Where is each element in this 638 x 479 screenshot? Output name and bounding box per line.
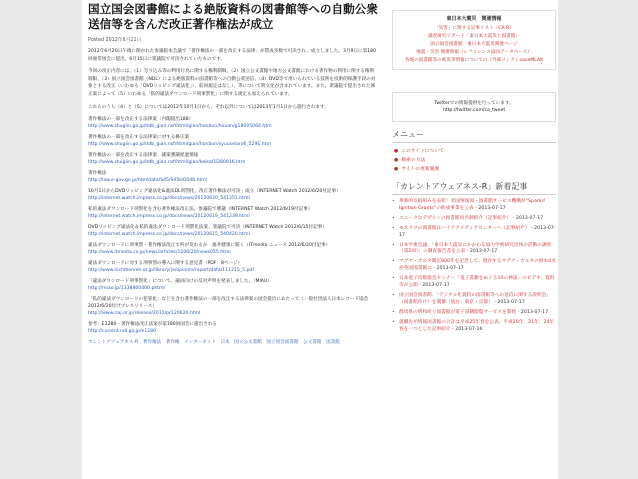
bullet-icon: •: [392, 292, 395, 298]
news-item: [392, 216, 556, 223]
posted-date: Posted 2012年6月21日: [88, 38, 142, 43]
reference-item: [88, 278, 378, 292]
menu-heading: メニュー: [392, 128, 556, 143]
news-link[interactable]: 群馬県の明和町立図書館が電子書籍閲覧サービスを開始: [399, 309, 517, 315]
sidebar: [392, 0, 556, 479]
quake-info-link[interactable]: 「災害」に関する記事リスト（CA-R）: [434, 26, 514, 31]
reference-title: 「違法ダウンロード刑事罰化」について、議員向けの反対声明を発表しました。（MIAU）: [88, 279, 272, 285]
arrow-icon: ●: [394, 158, 399, 163]
reference-link[interactable]: http://www.itmedia.co.jp/news/articles/1206/20/news055.html: [88, 250, 231, 256]
reference-item: [88, 242, 378, 256]
reference-item: [88, 260, 378, 274]
quake-info-link[interactable]: 調査研究リポート「東日本大震災と図書館」: [428, 34, 520, 39]
article-title[interactable]: 国立国会図書館による絶版資料の図書館等への自動公衆送信等を含んだ改正著作権法が成立: [88, 2, 378, 31]
news-date: - 2013-07-17: [516, 309, 549, 315]
news-item: [392, 243, 556, 257]
reference-link[interactable]: http://www.nichibenren.or.jp/library/ja/opinion/report/data/111215_5.pdf: [88, 268, 254, 274]
reference-title: 著作権法の一部を改正する法律案：議案審議経過情報: [88, 153, 199, 159]
reference-title: 「私的違法ダウンロードの犯罪化」などを含む著作権法の一部を改正する法律案の国会提出にあたって（一般社団法人日本レコード協会 2012/6/20付けプレスリリース）: [88, 297, 369, 310]
tag-links[interactable]: カレントアウェアネス-R 著作権法 著作権 インターネット 日本 国立公文書館 国立国会図書館 公文書館 図書館: [88, 340, 340, 346]
bullet-icon: •: [392, 242, 395, 248]
news-date: - 2013-07-17: [431, 266, 464, 272]
reference-item: [88, 296, 378, 317]
reference-item: [88, 188, 378, 202]
news-link[interactable]: 就職先が情報図書館の合計は平成25年春を公表。平成20年、21年、24年春を一つとした記事紹介: [399, 319, 555, 332]
news-link[interactable]: 国立国会図書館、「デジタル化資料の図書館等への送信に関する説明会」（図書館向け）を開催（仙台、東京・京都）: [399, 292, 552, 305]
news-date: - 2013-07-17: [492, 299, 525, 305]
reference-item: [88, 134, 378, 148]
news-link[interactable]: 日本学術会議、「東日本大震災にかかわる協力学術研究団体の活動の調査（第2回）」の調査報告書を公表: [399, 242, 552, 255]
bullet-icon: •: [392, 276, 395, 282]
reference-link[interactable]: http://www.shugiin.go.jp/itdb_gian.nsf/html/gian/honbun/houan/g18005064.htm: [88, 124, 272, 130]
news-link[interactable]: 革新的な取組みを表彰！米国情報図・図書館サービス機構が“Sparks! Ignition Grants”の助成事業を公表: [399, 199, 546, 211]
bullet-icon: •: [392, 259, 395, 265]
reference-item: [88, 224, 378, 238]
reference-title: DVDリッピング違法化＆私的違法ダウンロード刑罰化法案、衆議院で可決（INTERNET Watch 2012/6/15付記事）: [88, 225, 327, 231]
menu-item-search-help[interactable]: ● 検索の方法: [394, 158, 426, 163]
news-link[interactable]: モスクワの図書館はハイテクメディアセンターへ（記事紹介）: [399, 225, 530, 231]
reference-link[interactable]: http://internet.watch.impress.co.jp/docs/news/20120615_540420.html: [88, 232, 250, 238]
reference-item: [88, 152, 378, 166]
news-date: - 2013-07-17: [511, 215, 544, 221]
reference-link[interactable]: http://www.riaj.or.jp/release/2012/pr120620.html: [88, 311, 201, 317]
news-item: [392, 226, 556, 240]
reference-title: 10月1日からDVDリッピング違法化&違法DL刑罰化、改正著作権法が可決・成立（INTERNET Watch 2012/6/20付記事）: [88, 189, 341, 195]
bullet-icon: •: [392, 309, 395, 315]
arrow-icon: ●: [394, 167, 399, 172]
reference-item: [88, 321, 378, 335]
reference-link[interactable]: http://www.shugiin.go.jp/itdb_gian.nsf/html/gian/keika/1DB0916.htm: [88, 160, 246, 166]
menu-item-history[interactable]: ● サイトの更新履歴: [394, 167, 440, 172]
reference-link[interactable]: http://miau.jp/1338800400.phtml: [88, 286, 165, 292]
reference-item: [88, 116, 378, 130]
twitter-text: [398, 97, 550, 117]
bullet-icon: •: [392, 319, 395, 325]
article-paragraph: 今回の改正内容には、（1）写り込み等の利用行為に関する権利制限、（2）国立公文書館や地方公文書館における著作物の利用に関する権利制限、（3）国立国会図書館（NDL）による絶版資料の図書館等への自動公衆送信、（4）DVD等で用いられている技術を技術的保護手段の対象とする改正（いわゆる「DVDリッピング違法化」）、前回規定はなし）、等について明文化が含まれています。また、衆議院で提出された修正案によって（5）いわゆる「私的違法ダウンロード刑事罰化」に関する規定も加えられています。: [88, 69, 376, 97]
reference-title: 著作権法の一部を改正する法律案に対する修正案: [88, 135, 190, 141]
news-link[interactable]: マグナ・カルタ制定800年を記念して、現存するマグナ・カルタの原本4点が英国図書館に: [399, 259, 556, 272]
news-date: - 2013-07-17: [473, 205, 506, 211]
reference-title: 私的違法ダウンロード刑罰化を含む著作権法改正法、参議院で審議（INTERNET Watch 2012/6/19付記事）: [88, 207, 313, 213]
quake-info-link[interactable]: 各地の図書館等の被災等情報についての（外部リンク）saveMLAK: [404, 58, 544, 63]
news-item: [392, 199, 556, 213]
reference-link[interactable]: http://www.shugiin.go.jp/itdb_gian.nsf/html/gian/honbun/syuuseian/6_529E.htm: [88, 142, 271, 148]
twitter-box: [392, 92, 556, 122]
news-item: [392, 293, 556, 307]
reference-link[interactable]: http://internet.watch.impress.co.jp/docs/news/20120620_541251.html: [88, 196, 250, 202]
article-paragraph: 2012年6月20日午後に開かれた参議院本会議で「著作権法の一部を改正する法律」が賛成多数で可決され、成立しました。3月9日に第180回通常国会に提出、6月15日に衆議院で可決されていたものです。: [88, 49, 377, 62]
article: [88, 0, 378, 479]
quake-info-link[interactable]: 国立国会図書館 東日本大震災関連ページ: [430, 42, 518, 47]
menu-item-about[interactable]: ● このサイトについて: [394, 149, 444, 154]
news-date: - 2013-07-17: [399, 225, 556, 238]
reference-title: 著作権法: [88, 171, 107, 177]
reference-link[interactable]: http://law.e-gov.go.jp/htmldata/S45/S45HO048.html: [88, 178, 208, 184]
page: [82, 0, 558, 479]
news-heading: 「カレントアウェアネス-R」新着記事: [392, 180, 556, 195]
news-link[interactable]: 日本電子出版協会セミナー「電子書籍をめぐる10の神話」のビデオ、資料等が公開: [399, 276, 555, 289]
news-date: - 2013-07-16: [450, 326, 483, 332]
reference-item: [88, 206, 378, 220]
news-date: - 2013-07-17: [465, 249, 498, 255]
reference-title: 違法ダウンロードに対する刑事罰の導入に関する意見書（PDF：8ページ）: [88, 261, 243, 267]
news-item: [392, 259, 556, 273]
reference-link[interactable]: http://current.ndl.go.jp/e1280: [88, 329, 157, 335]
news-link[interactable]: ユニークなデザインの図書館員名刺紹介（記事紹介）: [399, 215, 512, 221]
news-item: [392, 310, 556, 317]
news-item: [392, 320, 556, 334]
bullet-icon: •: [392, 225, 395, 231]
bullet-icon: •: [392, 199, 395, 204]
quake-info-heading: 東日本大震災 関連情報: [446, 16, 502, 22]
quake-info-link[interactable]: 地震・災害 関連情報（レファレンス協同データベース）: [416, 50, 532, 55]
news-date: - 2013-07-17: [417, 283, 450, 289]
twitter-link[interactable]: http://twitter.com/ca_tweet: [442, 108, 506, 113]
news-item: [392, 276, 556, 290]
reference-link[interactable]: http://internet.watch.impress.co.jp/docs/news/20120619_541239.html: [88, 214, 250, 220]
reference-title: 参考：E1280 - 著作権法改正法案が第180回国会に提出される: [88, 322, 218, 328]
arrow-icon: ●: [394, 149, 399, 154]
reference-title: 著作権法の一部を改正する法律案（内閣提出188）: [88, 117, 194, 123]
bullet-icon: •: [392, 215, 395, 221]
reference-title: 違法ダウンロードに刑事罰・著作権法改正で何が変わるか 福井健策に聞く（ITmedia ニュース 2012/6/20付記事）: [88, 243, 331, 249]
tag-list: [88, 339, 378, 346]
twitter-line: Twitterでの情報提供を行っています。: [434, 101, 514, 106]
quake-info-box: [392, 10, 556, 70]
reference-item: [88, 170, 378, 184]
article-paragraph: これらのうち（4）と（5）については2012年10月1日から、それ以外については2013年1月1日から施行されます。: [88, 104, 329, 110]
